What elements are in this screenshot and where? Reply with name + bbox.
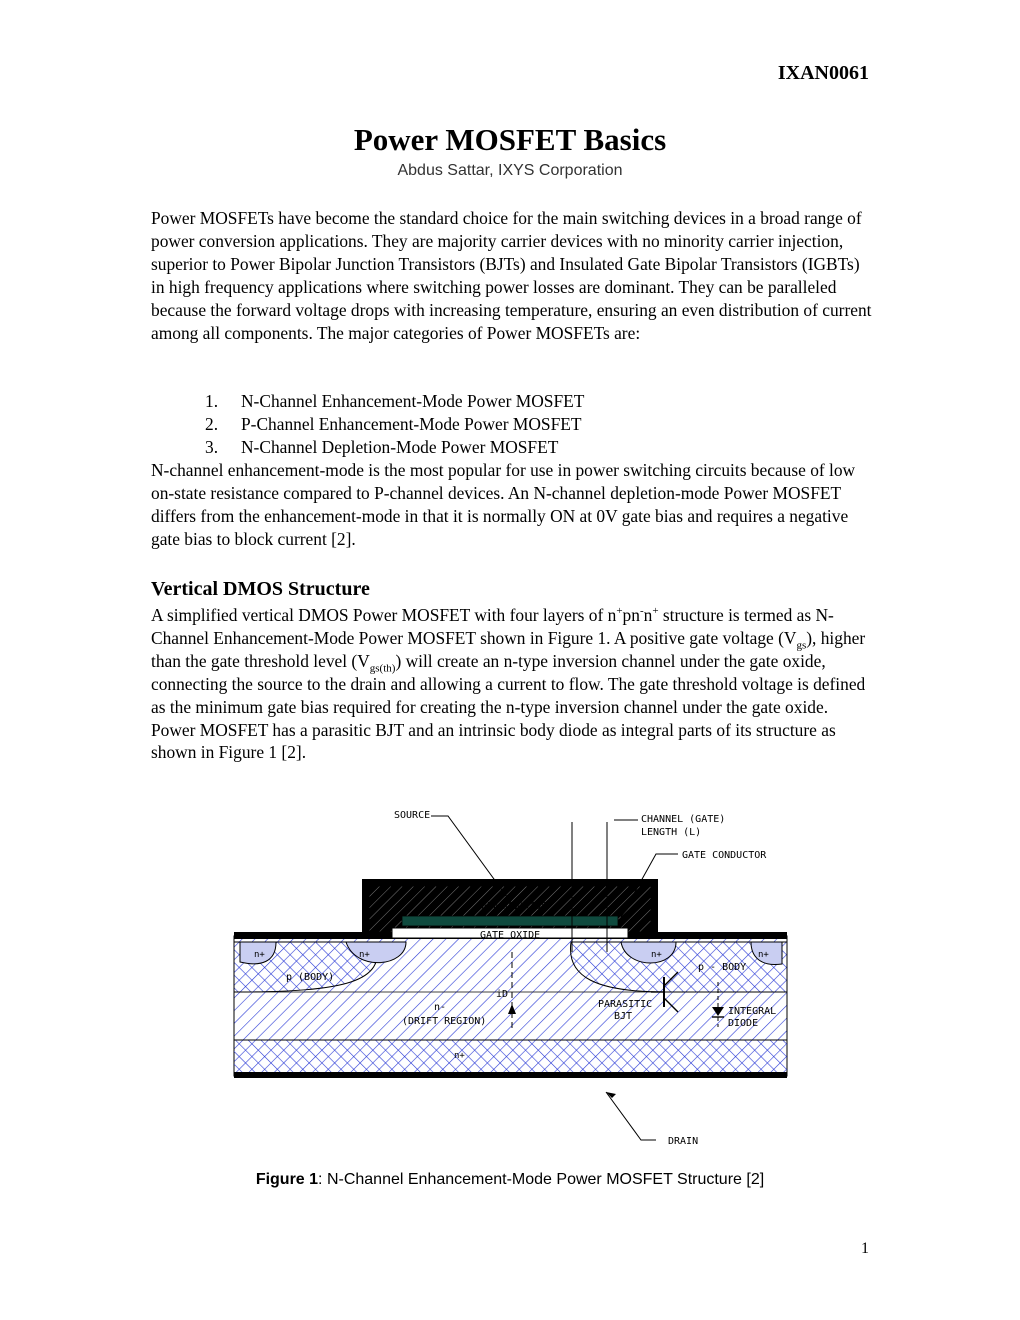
label-channel-length: LENGTH (L) — [641, 827, 702, 838]
list-item: 1. N-Channel Enhancement-Mode Power MOSFET — [205, 391, 585, 411]
label-p-body-right: p - BODY — [698, 962, 747, 973]
author-byline: Abdus Sattar, IXYS Corporation — [397, 162, 623, 179]
label-drain: DRAIN — [668, 1136, 699, 1147]
second-paragraph: N-channel enhancement-mode is the most popular for use in power switching circuits because of low on-state resistance compared to P-channel devices. An N-channel depletion-mode Power MOSFET differs from the enhancement-mode in that it is normally ON at 0V gate bias and requires a negative gate bias to block current [2]. — [151, 460, 856, 549]
label-bjt: BJT — [614, 1011, 633, 1022]
mosfet-structure-diagram — [226, 802, 796, 1157]
document-id: IXAN0061 — [777, 62, 869, 84]
section-heading: Vertical DMOS Structure — [151, 578, 370, 600]
label-n-plus-substrate: n+ — [454, 1051, 465, 1061]
label-parasitic: PARASITIC — [598, 999, 653, 1010]
label-id: iD — [496, 989, 509, 1000]
drain-metal — [234, 1072, 787, 1078]
label-n-plus: n+ — [758, 950, 769, 960]
label-drift-region: (DRIFT REGION) — [402, 1016, 487, 1027]
categories-list — [205, 390, 584, 459]
label-diode: DIODE — [728, 1018, 759, 1029]
intro-paragraph: Power MOSFETs have become the standard choice for the main switching devices in a broad range of power conversion applications. They are majority carrier devices with no minority carrier injection, superior to Power Bipolar Junction Transistors (BJTs) and Insulated Gate Bipolar Transistors (IGBTs) in high frequency applications where switching power losses are dominant. They can be paralleled because the forward voltage drops with increasing temperature, ensuring an even distribution of current among all components. The major categories of Power MOSFETs are: — [151, 208, 872, 343]
label-source: SOURCE — [394, 810, 431, 821]
label-n-minus: n- — [434, 1002, 447, 1013]
label-gate-oxide: GATE OXIDE — [480, 930, 541, 941]
page-title: Power MOSFET Basics — [353, 122, 667, 157]
n-plus-substrate — [234, 1040, 787, 1072]
section-paragraph: A simplified vertical DMOS Power MOSFET with four layers of n+pn-n+ structure is termed as N-Channel Enhancement-Mode Power MOSFET shown in Figure 1. A positive gate voltage $(V_{gs})$, higher than the gate threshold level $(V_{gs(th)})$ will create an n-type inversion channel under the gate oxide, connecting the source to the drain and allowing a current to flow. The gate threshold voltage is defined as the minimum gate bias required for creating the n-type inversion channel under the gate oxide. Power MOSFET has a parasitic BJT and an intrinsic body diode as integral parts of its structure as shown in Figure 1 [2]. — [151, 605, 866, 763]
page-number: 1 — [861, 1240, 869, 1257]
label-channel: CHANNEL (GATE) — [641, 814, 726, 825]
label-p-body: p (BODY) — [286, 972, 335, 983]
label-n-plus: n+ — [254, 950, 265, 960]
label-integral: INTEGRAL — [728, 1006, 777, 1017]
label-gate-conductor: GATE CONDUCTOR — [682, 850, 767, 861]
list-item: 2. P-Channel Enhancement-Mode Power MOSFET — [205, 413, 582, 434]
label-n-plus: n+ — [359, 950, 370, 960]
label-n-plus: n+ — [651, 950, 662, 960]
figure-caption: Figure 1: N-Channel Enhancement-Mode Power MOSFET Structure [2] — [255, 1171, 765, 1188]
gate-conductor — [402, 916, 618, 926]
label-field-oxide: FIELD OXIDE — [481, 901, 548, 912]
list-item: 3. N-Channel Depletion-Mode Power MOSFET — [205, 436, 559, 457]
